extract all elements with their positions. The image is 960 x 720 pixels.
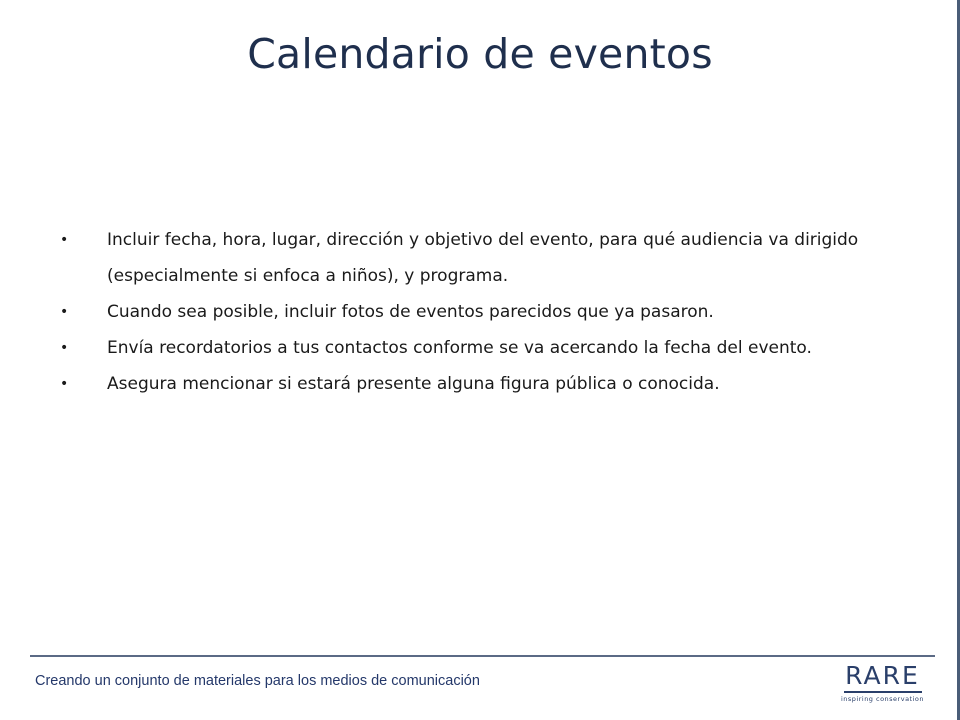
bullet-dot-icon: • bbox=[60, 304, 69, 320]
rare-logo bbox=[840, 662, 925, 708]
logo-underline bbox=[844, 691, 922, 693]
footer-divider bbox=[30, 655, 935, 657]
bullet-text: Envía recordatorios a tus contactos conforme se va acercando la fecha del evento. bbox=[107, 338, 812, 358]
bullet-dot-icon: • bbox=[60, 340, 69, 356]
bullet-text: Asegura mencionar si estará presente alguna figura pública o conocida. bbox=[107, 374, 720, 394]
bullet-list bbox=[60, 222, 920, 402]
bullet-text: Incluir fecha, hora, lugar, dirección y objetivo del evento, para qué audiencia va dirigido (especialmente si enfoca a niños), y programa. bbox=[107, 230, 859, 286]
bullet-item bbox=[60, 294, 920, 330]
logo-wordmark: RARE bbox=[845, 661, 920, 690]
bullet-item bbox=[60, 366, 920, 402]
footer-caption: Creando un conjunto de materiales para los medios de comunicación bbox=[35, 673, 480, 689]
bullet-dot-icon: • bbox=[60, 376, 69, 392]
bullet-dot-icon: • bbox=[60, 232, 69, 248]
bullet-item bbox=[60, 330, 920, 366]
logo-tagline: inspiring conservation bbox=[840, 695, 925, 703]
slide-title: Calendario de eventos bbox=[247, 30, 713, 78]
bullet-text: Cuando sea posible, incluir fotos de eventos parecidos que ya pasaron. bbox=[107, 302, 714, 322]
bullet-item bbox=[60, 222, 920, 294]
